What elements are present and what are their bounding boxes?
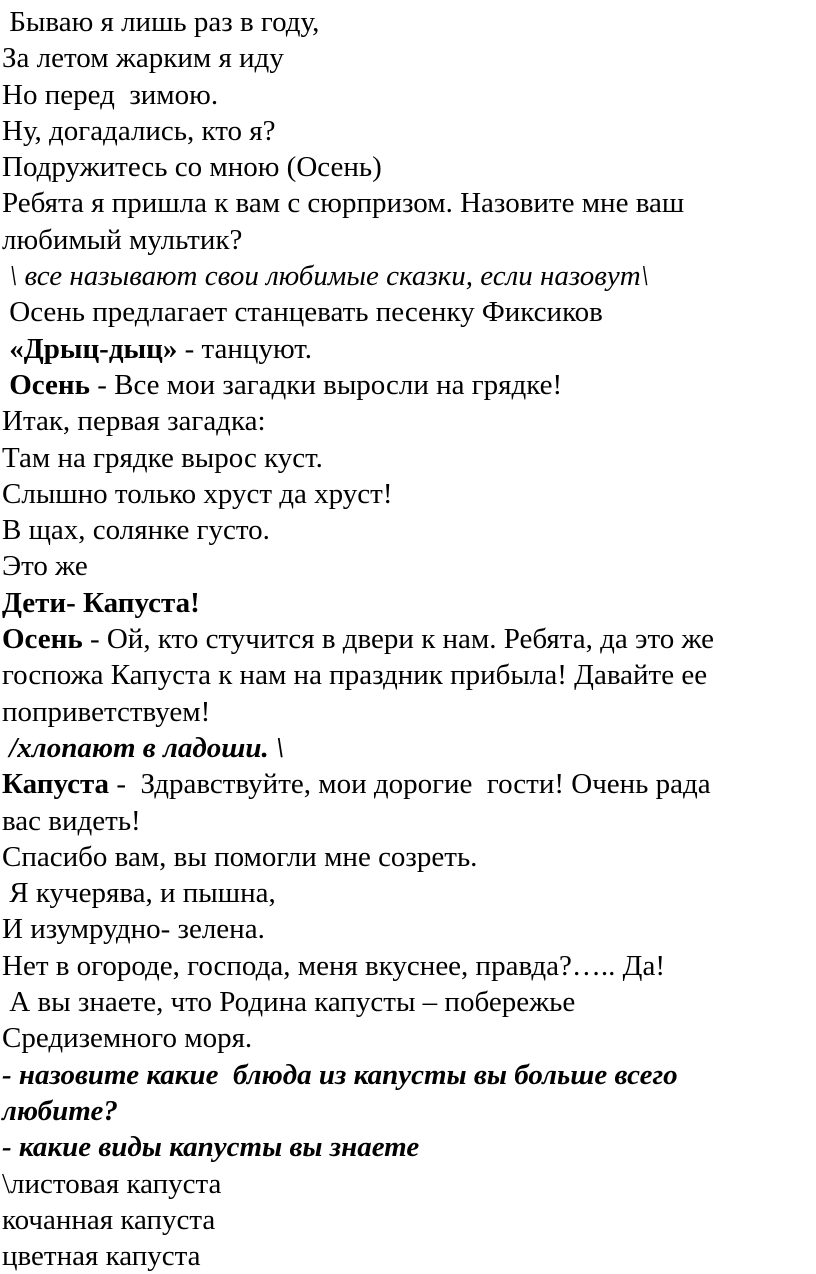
text-run: поприветствуем! (2, 695, 211, 728)
text-run: госпожа Капуста к нам на праздник прибыла! Давайте ее (2, 659, 708, 692)
text-run: А вы знаете, что Родина капусты – побережье (2, 986, 576, 1019)
text-line (2, 1238, 816, 1274)
text-line (2, 77, 816, 113)
text-run: Но перед зимою. (2, 78, 219, 111)
text-run: - Ой, кто стучится в двери к нам. Ребята, да это же (82, 623, 715, 656)
text-run: - танцуют. (177, 332, 312, 365)
text-run: И изумрудно- зелена. (2, 913, 265, 946)
text-line (2, 948, 816, 984)
text-run: \листовая капуста (2, 1167, 222, 1200)
text-run: Ну, догадались, кто я? (2, 114, 276, 147)
text-line (2, 331, 816, 367)
text-run: Средиземного моря. (2, 1022, 253, 1055)
text-run: Нет в огороде, господа, меня вкуснее, правда?….. Да! (2, 949, 665, 982)
text-line (2, 512, 816, 548)
text-line (2, 440, 816, 476)
text-run: «Дрыц-дыц» (2, 332, 178, 365)
text-run: Это же (2, 550, 88, 583)
text-run: - какие виды капусты вы знаете (2, 1131, 420, 1164)
text-run: Осень (2, 623, 83, 656)
text-line (2, 149, 816, 185)
text-run: Дети- Капуста! (2, 586, 200, 619)
text-run: вас видеть! (2, 804, 141, 837)
text-line (2, 1057, 816, 1093)
text-run: кочанная капуста (2, 1203, 216, 1236)
text-run: - Здравствуйте, мои дорогие гости! Очень рада (109, 768, 711, 801)
text-run: Подружитесь со мною (Осень) (2, 151, 382, 184)
text-line (2, 585, 816, 621)
text-line (2, 548, 816, 584)
text-line (2, 657, 816, 693)
text-run: Ребята я пришла к вам с сюрпризом. Назовите мне ваш (2, 187, 685, 220)
text-run: любите? (2, 1094, 118, 1127)
text-run: - Все мои загадки выросли на грядке! (89, 368, 563, 401)
text-run: Итак, первая загадка: (2, 405, 266, 438)
text-run: цветная капуста (2, 1240, 201, 1273)
text-line (2, 476, 816, 512)
text-line (2, 294, 816, 330)
text-line (2, 403, 816, 439)
text-run: /хлопают в ладоши. \ (2, 731, 285, 764)
text-line (2, 1202, 816, 1238)
text-line (2, 1166, 816, 1202)
text-run: Слышно только хруст да хруст! (2, 477, 393, 510)
text-run: Там на грядке вырос куст. (2, 441, 323, 474)
text-line (2, 222, 816, 258)
text-line (2, 911, 816, 947)
text-line (2, 1129, 816, 1165)
text-line (2, 113, 816, 149)
text-line (2, 367, 816, 403)
text-run: любимый мультик? (2, 223, 243, 256)
text-line (2, 1020, 816, 1056)
text-line (2, 40, 816, 76)
text-run: В щах, солянке густо. (2, 514, 270, 547)
text-line (2, 839, 816, 875)
text-line (2, 621, 816, 657)
text-line (2, 258, 816, 294)
text-line (2, 4, 816, 40)
text-line (2, 803, 816, 839)
text-line (2, 185, 816, 221)
text-line (2, 875, 816, 911)
text-run: Бываю я лишь раз в году, (2, 6, 320, 38)
text-run: Осень (2, 368, 90, 401)
text-line (2, 984, 816, 1020)
text-run: Спасибо вам, вы помогли мне созреть. (2, 840, 478, 873)
text-run: \ все называют свои любимые сказки, если назовут\ (2, 260, 649, 293)
text-line (2, 730, 816, 766)
text-run: Капуста (2, 768, 110, 801)
text-line (2, 694, 816, 730)
text-line (2, 1093, 816, 1129)
text-run: За летом жарким я иду (2, 42, 284, 75)
text-line (2, 766, 816, 802)
text-run: Я кучерява, и пышна, (2, 877, 276, 910)
text-run: - назовите какие блюда из капусты вы больше всего (2, 1058, 678, 1091)
text-run: Осень предлагает станцевать песенку Фиксиков (2, 296, 603, 329)
